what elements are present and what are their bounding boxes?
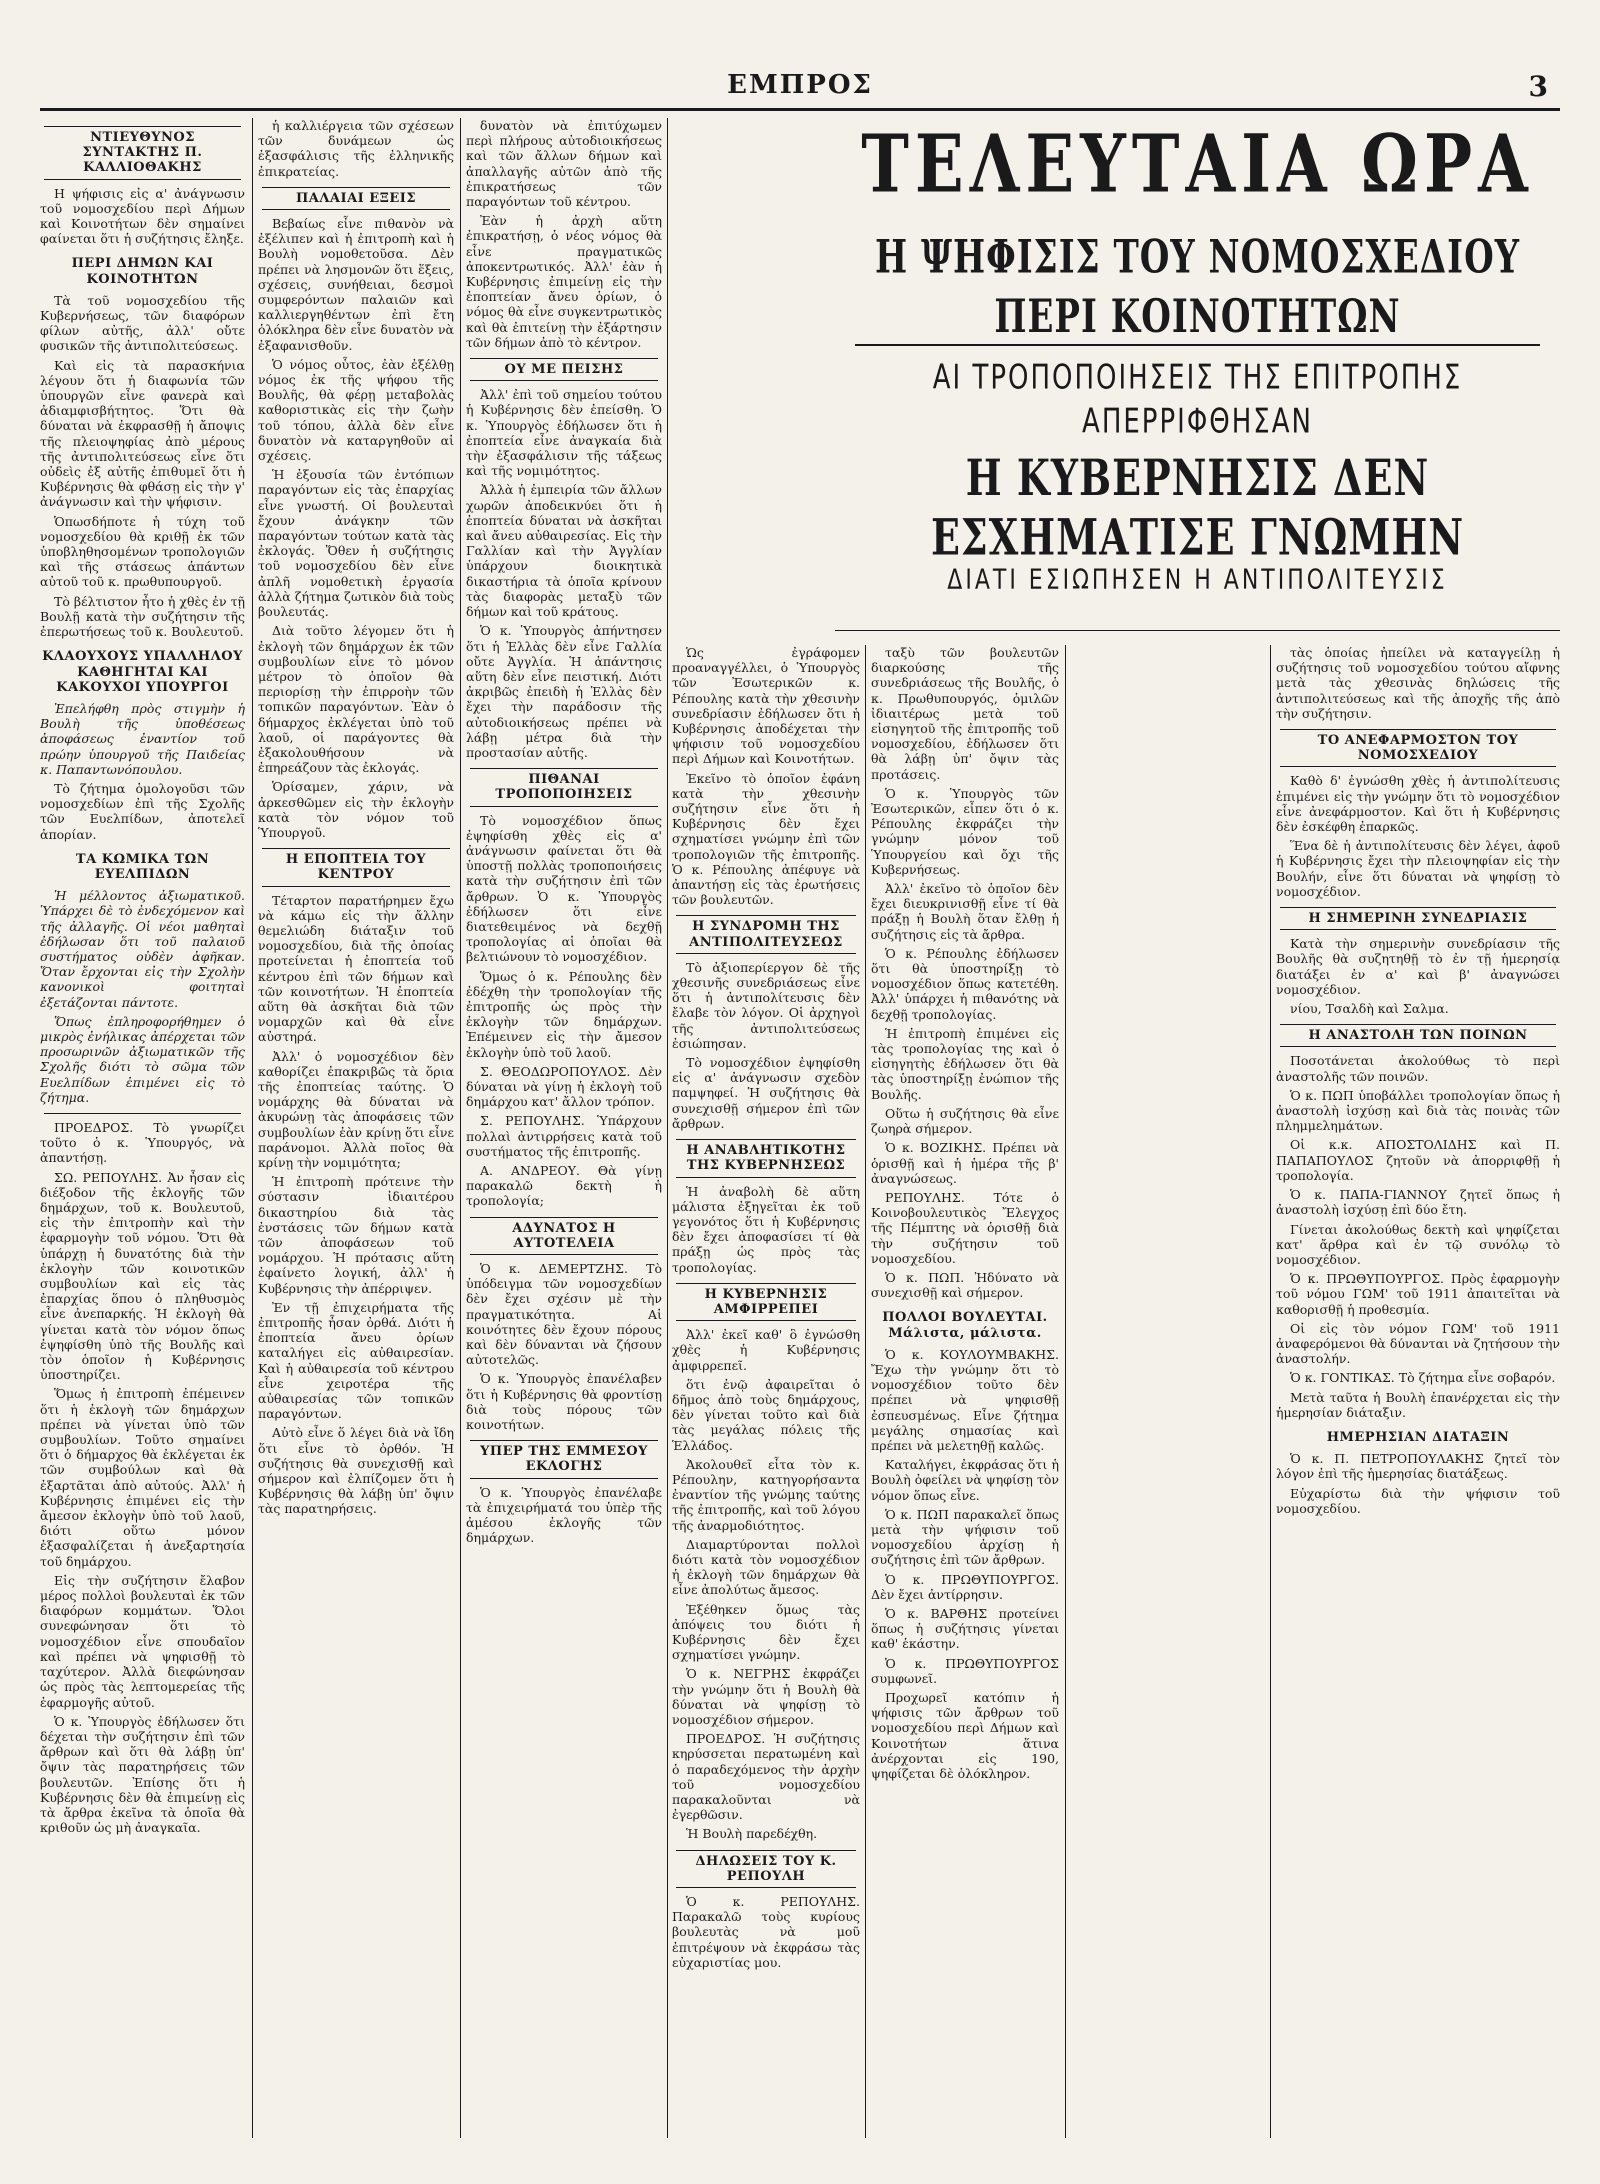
article-paragraph: νίου, Τσαλδὴ καὶ Σαλμα.: [1290, 1001, 1449, 1017]
article-paragraph: Ὁ κ. ΠΩΠ παρακαλεῖ ὅπως μετὰ τὴν ψήφισιν τοῦ νομοσχεδίου ἀρχίσῃ ἡ συζήτησις ἐπὶ τῶν ἄρθρων.: [871, 1506, 1059, 1568]
column-rule: [252, 118, 253, 2138]
article-paragraph: Ὁ κ. Ὑπουργὸς ἀπήντησεν ὅτι ἡ Ἑλλὰς δὲν εἶνε Γαλλία οὔτε Ἀγγλία. Ἡ ἀπάντησις αὕτη δὲν εἶνε πειστική. Διότι ἀκριβῶς ἐπειδὴ ἡ Ἑλλὰς δὲν ἔχει τὴν παράδοσιν τῆς αὐτοδιοικήσεως πρέπει νὰ λάβῃ μέτρα διὰ τὴν προστασίαν αὐτῆς.: [466, 623, 662, 760]
article-paragraph: Τὸ ζήτημα ὁμολογοῦσι τῶν νομοσχεδίων ἐπὶ τῆς Σχολῆς τῶν Ευελπίδων, ἀποτελεῖ ἀπορίαν.: [40, 780, 245, 842]
article-paragraph: τὰς ὁποίας ἠπείλει νὰ καταγγείλῃ ἡ συζήτησις τοῦ νομοσχεδίου τούτου αἴφνης μετὰ τὰς χθεσινὰς δηλώσεις τῆς ἀντιπολιτεύσεως καὶ τῆς ἀποχῆς τῆς ἀπὸ τὴν συζήτησιν.: [1276, 645, 1560, 721]
headline-main: Η ΨΗΦΙΣΙΣ ΤΟΥ ΝΟΜΟΣΧΕΔΙΟΥ ΠΕΡΙ ΚΟΙΝΟΤΗΤΩΝ: [875, 230, 1520, 345]
column-4: [672, 645, 860, 2138]
section-heading: Η ΣΗΜΕΡΙΝΗ ΣΥΝΕΔΡΙΑΣΙΣ: [1280, 907, 1556, 930]
section-heading: ΟΥ ΜΕ ΠΕΙΣΗΣ: [470, 358, 658, 381]
article-paragraph: Τὰ τοῦ νομοσχεδίου τῆς Κυβερνήσεως, τῶν διαφόρων φίλων αὐτῆς, ἀλλ' οὔτε φυσικῶν τῆς ἀντιπολιτεύσεως.: [40, 292, 245, 354]
article-paragraph: Ὡς ἐγράφομεν προαναγγέλλει, ὁ Ὑπουργὸς τῶν Ἐσωτερικῶν κ. Ρέπουλης κατὰ τὴν χθεσινὴν συνεδρίασιν ἐδήλωσεν ὅτι ἡ Κυβέρνησις ἀποδέχεται τὴν ψήφισιν τοῦ νομοσχεδίου περὶ Δήμων καὶ Κοινοτήτων.: [672, 645, 860, 767]
article-paragraph: Καθὸ δ' ἐγνώσθη χθὲς ἡ ἀντιπολίτευσις ἐπιμένει εἰς τὴν γνώμην ὅτι τὸ νομοσχέδιον εἶνε ἀνεφάρμοστον. Καὶ ὅτι ἡ Κυβέρνησις δὲν ἐσκέφθη ἐπαρκῶς.: [1276, 773, 1560, 835]
article-paragraph: Ὁ κ. ΔΕΜΕΡΤΖΗΣ. Τὸ ὑπόδειγμα τῶν νομοσχεδίων δὲν ἔχει σχέσιν μὲ τὴν πραγματικότητα. Αἱ κοινότητες δὲν ἔχουν πόρους καὶ δὲν δύνανται νὰ ζήσουν αὐτοτελῶς.: [466, 1261, 662, 1368]
article-paragraph: Καὶ εἰς τὰ παρασκήνια λέγουν ὅτι ἡ διαφωνία τῶν ὑπουργῶν εἶνε φανερὰ καὶ ἀδιαμφισβήτητος. Ὅτι θὰ δύναται νὰ ἐκφρασθῇ ἡ ἄποψις τῆς πλειοψηφίας ἀπὸ μέρους τῆς ἀντιπολιτεύσεως εἶνε ὅτι οὐδεὶς ἐξ αὐτῆς ἐπιθυμεῖ ὅτι ἡ Κυβέρνησις θὰ φθάσῃ εἰς τὴν γ' ἀνάγνωσιν καὶ τὴν ψήφισιν.: [40, 357, 245, 510]
article-paragraph: Σ. ΘΕΟΔΩΡΟΠΟΥΛΟΣ. Δὲν δύναται νὰ γίνῃ ἡ ἐκλογὴ τοῦ δημάρχου κατ' ἄλλον τρόπον.: [466, 1063, 662, 1110]
article-paragraph: Ὁ κ. ΒΟΖΙΚΗΣ. Πρέπει νὰ ὁρισθῇ καὶ ἡ ἡμέρα τῆς β' ἀναγνώσεως.: [871, 1140, 1059, 1186]
section-heading: ΤΟ ΑΝΕΦΑΡΜΟΣΤΟΝ ΤΟΥ ΝΟΜΟΣΧΕΔΙΟΥ: [1280, 729, 1556, 767]
article-paragraph: Ἡ ἐξουσία τῶν ἐντόπιων παραγόντων εἰς τὰς ἐπαρχίας εἶνε γνωστή. Οἱ βουλευταὶ ἔχουν ἀνάγκην τῶν παραγόντων τούτων κατὰ τὰς ἐκλογάς. Ὅθεν ἡ συζήτησις τοῦ νομοσχεδίου δὲν εἶνε ἀπλῆ νομοθετικὴ ἐργασία ἀλλὰ ζήτημα ζωτικὸν διὰ τοὺς βουλευτάς.: [258, 467, 454, 620]
article-paragraph: Ἡ Βουλὴ παρεδέχθη.: [686, 1826, 818, 1842]
article-paragraph: δυνατὸν νὰ ἐπιτύχωμεν περὶ πλήρους αὐτοδιοικήσεως καὶ τῶν ἄλλων δήμων καὶ ἀπαλλαγῆς αὐτῶν ἀπὸ τῆς ἐπικρατήσεως τῶν παραγόντων τοῦ κέντρου.: [466, 118, 662, 210]
article-paragraph: Ὁ κ. ΠΩΠ. Ἠδύνατο νὰ συνεχισθῇ καὶ σήμερον.: [871, 1269, 1059, 1301]
paper-name: ΕΜΠΡΟΣ: [727, 70, 873, 100]
article-paragraph: Τέταρτον παρατήρημεν ἔχω νὰ κάμω εἰς τὴν ἄλλην θεμελιώδη διάταξιν τοῦ νομοσχεδίου, διὰ τῆς ὁποίας προτείνεται ἡ ἐποπτεία τοῦ κέντρου ἐπὶ τῶν δήμων καὶ τῶν κοινοτήτων. Ἡ ἐποπτεία αὕτη θὰ ἀσκῆται διὰ τῶν νομαρχῶν καὶ θὰ εἶνε αὐστηρά.: [258, 892, 454, 1045]
article-paragraph: Ὁ νόμος οὗτος, ἐὰν ἐξέλθῃ νόμος ἐκ τῆς ψήφου τῆς Βουλῆς, θὰ φέρῃ μεταβολὰς καθοριστικὰς εἰς τὴν ζωὴν τοῦ τόπου, ἀλλὰ δὲν εἶνε δυνατὸν νὰ καταργηθοῦν αἱ σχέσεις.: [258, 356, 454, 464]
article-paragraph: Αὐτὸ εἶνε ὅ λέγει διὰ νὰ ἴδη ὅτι εἶνε τὸ ὀρθόν. Ἡ συζήτησις θὰ συνεχισθῇ καὶ σήμερον καὶ ἐλπίζομεν ὅτι ἡ Κυβέρνησις θὰ λάβῃ ὑπ' ὄψιν τὰς παρατηρήσεις.: [258, 1425, 454, 1517]
article-paragraph: Η ψήφισις εἰς α' ἀνάγνωσιν τοῦ νομοσχεδίου περὶ Δήμων καὶ Κοινοτήτων δὲν σημαίνει φαίνεται ὅτι ἡ συζήτησις ἔληξε.: [40, 185, 245, 247]
section-divider: [44, 1113, 241, 1114]
article-paragraph: Προχωρεῖ κατόπιν ἡ ψήφισις τῶν ἄρθρων τοῦ νομοσχεδίου περὶ Δήμων καὶ Κοινοτήτων ἅτινα ἀνέρχονται εἰς 190, ψηφίζεται δὲ ὁλόκληρον.: [871, 1690, 1059, 1782]
headline-sub-2: Η ΚΥΒΕΡΝΗΣΙΣ ΔΕΝ ΕΣΧΗΜΑΤΙΣΕ ΓΝΩΜΗΝ: [930, 448, 1465, 567]
article-paragraph: Ὁ κ. ΓΟΝΤΙΚΑΣ. Τὸ ζήτημα εἶνε σοβαρόν.: [1290, 1370, 1556, 1386]
article-paragraph: ΣΩ. ΡΕΠΟΥΛΗΣ. Ἀν ἦσαν εἰς διέξοδον τῆς ἐκλογῆς τῶν δημάρχων, τοῦ κ. Βουλευτοῦ, εἰς τὴν ἐπιτροπὴν καὶ τὴν ἐφαρμογὴν τοῦ νόμου. Ὅτι θὰ ὑπάρχῃ ἡ δυνατότης διὰ τὴν ἐκλογὴν τῶν κοινοτικῶν συμβουλίων καὶ εἰς τὰς ἐπαρχίας ὅπου ὁ πληθυσμὸς εἶνε ἀνεπαρκής. Ἡ ἐκλογὴ θὰ γίνεται κατὰ τὸν νόμον ὅπως ἐψηφίσθη ὑπὸ τῆς Βουλῆς καὶ τὸν ὁποῖον ἡ Κυβέρνησις ὑποστηρίζει.: [40, 1169, 245, 1383]
article-paragraph: Τὸ βέλτιστον ἦτο ἡ χθὲς ἐν τῇ Βουλῇ κατὰ τὴν συζήτησιν τῆς ἐπερωτήσεως τοῦ κ. Βουλευτοῦ.: [40, 593, 245, 640]
article-paragraph: Ὁ κ. Ρέπουλης ἐδήλωσεν ὅτι θὰ ὑποστηρίξῃ τὸ νομοσχέδιον ὅπως κατετέθη. Ἀλλ' ὑπάρχει ἡ πιθανότης νὰ δεχθῇ τροπολογίας.: [871, 945, 1059, 1022]
headline-kicker: ΤΕΛΕΥΤΑΙΑ ΩΡΑ: [861, 117, 1534, 212]
article-paragraph: Ὁ κ. ΠΑΠΑ-ΓΙΑΝΝΟΥ ζητεῖ ὅπως ἡ ἀναστολὴ ἰσχύσῃ ἐπὶ δύο ἔτη.: [1276, 1187, 1560, 1218]
article-paragraph: Ὁ κ. ΡΕΠΟΥΛΗΣ. Παρακαλῶ τοὺς κυρίους βουλευτὰς νὰ μοῦ ἐπιτρέψουν νὰ ἐκφράσω τὰς εὐχαριστίας μου.: [672, 1894, 860, 1970]
section-heading: ΠΙΘΑΝΑΙ ΤΡΟΠΟΠΟΙΗΣΕΙΣ: [470, 768, 658, 806]
article-paragraph: Ὁ κ. Π. ΠΕΤΡΟΠΟΥΛΑΚΗΣ ζητεῖ τὸν λόγον ἐπὶ τῆς ἡμερησίας διατάξεως.: [1276, 1451, 1560, 1482]
column-6: [1276, 645, 1560, 2138]
section-heading: ΔΗΛΩΣΕΙΣ ΤΟΥ Κ. ΡΕΠΟΥΛΗ: [676, 1850, 856, 1888]
article-paragraph: Οἱ κ.κ. ΑΠΟΣΤΟΛΙΔΗΣ καὶ Π. ΠΑΠΑΠΟΥΛΟΣ ζητοῦν νὰ ἀπορριφθῇ ἡ τροπολογία.: [1276, 1137, 1560, 1183]
article-paragraph: Εἰς τὴν συζήτησιν ἔλαβον μέρος πολλοὶ βουλευταὶ ἐκ τῶν διαφόρων κομμάτων. Ὅλοι συνεφώνησαν ὅτι τὸ νομοσχέδιον εἶνε σπουδαῖον καὶ πρέπει νὰ ψηφισθῇ τὸ ταχύτερον. Ἀλλὰ διεφώνησαν ὡς πρὸς τὰς λεπτομερείας τῆς ἐφαρμογῆς αὐτοῦ.: [40, 1572, 245, 1710]
article-paragraph: Ὁρίσαμεν, χάριν, νὰ ἀρκεσθῶμεν εἰς τὴν ἐκλογὴν κατὰ τὸν νόμον τοῦ Ὑπουργοῦ.: [258, 779, 454, 840]
article-paragraph: Ὁ κ. ΒΑΡΘΗΣ προτείνει ὅπως ἡ συζήτησις γίνεται καθ' ἑκάστην.: [871, 1605, 1059, 1652]
article-paragraph: Ἀλλ' ὁ νομοσχέδιον δὲν καθορίζει ἐπακριβῶς τὰ ὅρια τῆς ἐποπτείας ταύτης. Ὁ νομάρχης θὰ δύναται νὰ ἀκυρώνῃ τὰς ἀποφάσεις τῶν συμβουλίων ἐὰν κρίνῃ ὅτι εἶνε παράνομοι. Ἀλλὰ ποῖος θὰ κρίνῃ τὴν νομιμότητα;: [258, 1048, 454, 1170]
article-paragraph: Ἀλλὰ ἡ ἐμπειρία τῶν ἄλλων χωρῶν ἀποδεικνύει ὅτι ἡ ἐποπτεία δύναται νὰ ἀσκῆται καὶ ἄνευ αὐθαιρεσίας. Εἰς τὴν Γαλλίαν καὶ τὴν Ἀγγλίαν ὑπάρχουν διοικητικὰ δικαστήρια τὰ ὁποῖα κρίνουν τὰς διαφορὰς μεταξὺ τῶν δήμων καὶ τοῦ κράτους.: [466, 482, 662, 620]
masthead-rule: [40, 108, 1560, 111]
section-heading: ΤΑ ΚΩΜΙΚΑ ΤΩΝ ΕΥΕΛΠΙΔΩΝ: [75, 851, 210, 882]
article-paragraph: Ὁ κ. ΠΡΩΘΥΠΟΥΡΓΟΣ. Πρὸς ἐφαρμογὴν τοῦ νόμου ΓΩΜ' τοῦ 1911 ἀπαιτεῖται νὰ καθορισθῇ ἡ προθεσμία.: [1276, 1271, 1560, 1317]
article-paragraph: Ἡ ἐπιτροπὴ πρότεινε τὴν σύστασιν ἰδιαιτέρου δικαστηρίου διὰ τὰς ἐνστάσεις τῶν δήμων κατὰ τῶν ἀποφάσεων τοῦ νομάρχου. Ἡ πρότασις αὕτη ἐφαίνετο λογική, ἀλλ' ἡ Κυβέρνησις τὴν ἀπέρριψεν.: [258, 1174, 454, 1296]
article-paragraph: Ἀλλ' ἐκεῖ καθ' ὃ ἐγνώσθη χθὲς ἡ Κυβέρνησις ἀμφιρρεπεῖ.: [672, 1327, 860, 1373]
article-paragraph: Ἀκολουθεῖ εἶτα τὸν κ. Ρέπουλην, κατηγορήσαντα ἐναντίον τῆς γνώμης ταύτης τῆς ἐπιτροπῆς, καὶ τοῦ λόγου τῆς ἀναρμοδιότητος.: [672, 1456, 860, 1533]
article-paragraph: Εὐχαρίστω διὰ τὴν ψήφισιν τοῦ νομοσχεδίου.: [1276, 1485, 1560, 1516]
column-rule: [667, 118, 668, 2138]
article-paragraph: Κατὰ τὴν σημερινὴν συνεδρίασιν τῆς Βουλῆς θὰ συζητηθῇ τὸ ἐν τῇ ἡμερησίᾳ διατάξει ἐν α' καὶ β' ἀναγνώσει νομοσχέδιον.: [1276, 936, 1560, 997]
section-heading: ΥΠΕΡ ΤΗΣ ΕΜΜΕΣΟΥ ΕΚΛΟΓΗΣ: [470, 1440, 658, 1478]
section-heading: ΠΟΛΛΟΙ ΒΟΥΛΕΥΤΑΙ. Μάλιστα, μάλιστα.: [882, 1310, 1048, 1341]
section-heading: Η ΚΥΒΕΡΝΗΣΙΣ ΑΜΦΙΡΡΕΠΕΙ: [676, 1283, 856, 1321]
page-number: 3: [1528, 70, 1548, 103]
section-heading: ΗΜΕΡΗΣΙΑΝ ΔΙΑΤΑΞΙΝ: [1326, 1429, 1510, 1445]
article-paragraph: Καταλήγει, ἐκφράσας ὅτι ἡ Βουλὴ ὀφείλει νὰ ψηφίσῃ τὸν νόμον ὅπως εἶνε.: [871, 1457, 1059, 1503]
article-paragraph: Ὁ κ. Ὑπουργὸς ἐδήλωσεν ὅτι δέχεται τὴν συζήτησιν ἐπὶ τῶν ἄρθρων καὶ ὅτι θὰ λάβῃ ὑπ' ὄψιν τὰς παρατηρήσεις τῶν βουλευτῶν. Ἐπίσης ὅτι ἡ Κυβέρνησις δὲν θὰ ἐπιμείνῃ εἰς τὰ ἄρθρα ἐκεῖνα τὰ ὁποῖα θὰ κριθοῦν ὡς μὴ ἀναγκαῖα.: [40, 1713, 245, 1836]
section-heading: Η ΑΝΑΒΛΗΤΙΚΟΤΗΣ ΤΗΣ ΚΥΒΕΡΝΗΣΕΩΣ: [676, 1139, 856, 1177]
article-paragraph: Ἀλλ' ἐκεῖνο τὸ ὁποῖον δὲν ἔχει διευκρινισθῇ εἶνε τί θὰ πράξῃ ἡ Βουλὴ ὅταν ἔλθῃ ἡ συζήτησις εἰς τὰ ἄρθρα.: [871, 881, 1059, 942]
article-paragraph: Ἐν τῇ ἐπιχειρήματα τῆς ἐπιτροπῆς ἦσαν ὀρθά. Διότι ἡ ἐποπτεία ἄνευ ὁρίων καταλήγει εἰς αὐθαιρεσίαν. Καὶ ἡ αὐθαιρεσία τοῦ κέντρου εἶνε χειροτέρα τῆς αὐθαιρεσίας τῶν τοπικῶν παραγόντων.: [258, 1299, 454, 1422]
section-heading: ΠΑΛΑΙΑΙ ΕΞΕΙΣ: [262, 187, 450, 210]
article-paragraph: Ἐὰν ἡ ἀρχὴ αὕτη ἐπικρατήσῃ, ὁ νέος νόμος θὰ εἶνε πραγματικῶς ἀποκεντρωτικός. Ἀλλ' ἐὰν ἡ Κυβέρνησις ἐπιμείνῃ εἰς τὴν ἐποπτείαν ἄνευ ὁρίων, ὁ νόμος θὰ εἶνε συγκεντρωτικὸς καὶ θὰ ἐπιτείνῃ τὴν ἐξάρτησιν τῶν δήμων ἀπὸ τὸ κέντρον.: [466, 213, 662, 350]
article-paragraph: Ἐκεῖνο τὸ ὁποῖον ἐφάνη κατὰ τὴν χθεσινὴν συζήτησιν εἶνε ὅτι ἡ Κυβέρνησις δὲν ἔχει σχηματίσει γνώμην ἐπὶ τῶν τροπολογιῶν τῆς ἐπιτροπῆς. Ὁ κ. Ρέπουλης ἀπέφυγε νὰ ἀπαντήσῃ εἰς τὰς ἐρωτήσεις τῶν βουλευτῶν.: [672, 770, 860, 908]
article-paragraph: Ὁ κ. Ὑπουργὸς ἐπανέλαβεν ὅτι ἡ Κυβέρνησις θὰ φροντίσῃ διὰ τοὺς πόρους τῶν κοινοτήτων.: [466, 1371, 662, 1433]
article-paragraph: ἡ καλλιέργεια τῶν σχέσεων τῶν δυνάμεων ὡς ἐξασφάλισις τῆς ἐλληνικῆς ἐπικρατείας.: [258, 118, 454, 179]
article-paragraph: Ἐπελήφθη πρὸς στιγμὴν ἡ Βουλὴ τῆς ὑποθέσεως ἀποφάσεως ἐναντίον τοῦ πρώην ὑπουργοῦ τῆς Παιδείας κ. Παπαντωνόπουλου.: [40, 700, 245, 777]
headline-sub-3: ΔΙΑΤΙ ΕΣΙΩΠΗΣΕΝ Η ΑΝΤΙΠΟΛΙΤΕΥΣΙΣ: [947, 564, 1448, 596]
column-3: [466, 118, 662, 2138]
article-paragraph: Ἡ ἐπιτροπὴ ἐπιμένει εἰς τὰς τροπολογίας της καὶ ὁ εἰσηγητὴς ἐδήλωσεν ὅτι θὰ τὰς ὑποστηρίξῃ ἐνώπιον τῆς Βουλῆς.: [871, 1025, 1059, 1102]
column-rule: [1065, 645, 1066, 2138]
headline-banner: [835, 117, 1560, 640]
article-paragraph: Ὁ κ. ΠΡΩΘΥΠΟΥΡΓΟΣ συμφωνεῖ.: [871, 1655, 1059, 1686]
section-heading: Η ΕΠΟΠΤΕΙΑ ΤΟΥ ΚΕΝΤΡΟΥ: [262, 848, 450, 886]
column-rule: [1270, 645, 1271, 2138]
article-paragraph: Ποσοτάνεται ἀκολούθως τὸ περὶ ἀναστολῆς τῶν ποινῶν.: [1276, 1053, 1560, 1084]
headline-sub-1: ΑΙ ΤΡΟΠΟΠΟΙΗΣΕΙΣ ΤΗΣ ΕΠΙΤΡΟΠΗΣ ΑΠΕΡΡΙΦΘΗΣΑΝ: [932, 358, 1463, 442]
article-paragraph: Ἡ μέλλοντος ἀξιωματικοῦ. Ὑπάρχει δὲ τὸ ἐνδεχόμενον καὶ τῆς ἀλλαγῆς. Οἱ νέοι μαθηταὶ ἐδήλωσαν ὅτι τοῦ παλαιοῦ συστήματος οὐδὲν ἀφῆκαν. Ὅταν ἔρχονται εἰς τὴν Σχολὴν κανονικοὶ φοιτηταὶ ἐξετάζονται πάντοτε.: [40, 888, 245, 1010]
article-paragraph: Ἡ ἀναβολὴ δὲ αὕτη μάλιστα ἐξηγεῖται ἐκ τοῦ γεγονότος ὅτι ἡ Κυβέρνησις δὲν ἔχει ἀποφασίσει τί θὰ πράξῃ ὡς πρὸς τὰς τροπολογίας.: [672, 1183, 860, 1275]
article-paragraph: Ἕνα δὲ ἡ ἀντιπολίτευσις δὲν λέγει, ἀφοῦ ἡ Κυβέρνησις ἔχει τὴν πλειοψηφίαν εἰς τὴν Βουλήν, εἶνε ὅτι δύναται νὰ ψηφίσῃ τὸ νομοσχέδιον.: [1276, 838, 1560, 899]
editor-byline: ΝΤΙΕΥΘΥΝΟΣ ΣΥΝΤΑΚΤΗΣ Π. ΚΑΛΛΙΟΘΑΚΗΣ: [44, 126, 241, 180]
article-paragraph: ΠΡΟΕΔΡΟΣ. Τὸ γνωρίζει τοῦτο ὁ κ. Ὑπουργός, νὰ ἀπαντήσῃ.: [40, 1119, 245, 1166]
article-paragraph: Ὅπως ἐπληροφορήθημεν ὁ μικρὸς ἐνήλικας ἀπέρχεται τῶν προσωρινῶν ἀξιωματικῶν τῆς Σχολῆς διότι τὸ σῶμα τῶν Ευελπίδων ἐπιμένει εἰς τὸ ζήτημα.: [40, 1013, 245, 1105]
article-paragraph: Μετὰ ταῦτα ἡ Βουλὴ ἐπανέρχεται εἰς τὴν ἡμερησίαν διάταξιν.: [1276, 1389, 1560, 1420]
article-paragraph: ΠΡΟΕΔΡΟΣ. Ἡ συζήτησις κηρύσσεται περατωμένη καὶ ὁ παραδεχόμενος τὴν ἀρχὴν τοῦ νομοσχεδίου παρακαλοῦνται νὰ ἐγερθῶσιν.: [672, 1731, 860, 1823]
article-paragraph: Οἱ εἰς τὸν νόμον ΓΩΜ' τοῦ 1911 ἀναφερόμενοι θὰ δύνανται νὰ ζητήσουν τὴν ἀναστολήν.: [1276, 1320, 1560, 1367]
article-paragraph: Σ. ΡΕΠΟΥΛΗΣ. Ὑπάρχουν πολλαὶ ἀντιρρήσεις κατὰ τοῦ συστήματος τῆς ἐπιτροπῆς.: [466, 1113, 662, 1159]
column-1: [40, 118, 245, 2138]
column-rule: [865, 645, 866, 2138]
article-paragraph: Ὁ κ. ΠΡΩΘΥΠΟΥΡΓΟΣ. Δὲν ἔχει ἀντίρρησιν.: [871, 1571, 1059, 1602]
article-paragraph: Ὁ κ. ΚΟΥΛΟΥΜΒΑΚΗΣ. Ἔχω τὴν γνώμην ὅτι τὸ νομοσχέδιον τοῦτο δὲν πρέπει νὰ ψηφισθῇ ἐσπευσμένως. Εἶνε ζήτημα μεγάλης σημασίας καὶ πρέπει νὰ μελετηθῇ καλῶς.: [871, 1346, 1059, 1453]
banner-rule: [835, 630, 1560, 631]
article-paragraph: Ὁ κ. Ὑπουργὸς ἐπανέλαβε τὰ ἐπιχειρήματά του ὑπὲρ τῆς ἀμέσου ἐκλογῆς τῶν δημάρχων.: [466, 1484, 662, 1546]
masthead: [40, 0, 1560, 110]
article-paragraph: Τὸ νομοσχέδιον ἐψηφίσθη εἰς α' ἀνάγνωσιν σχεδὸν παμψηφεί. Ἡ συζήτησις θὰ συνεχισθῇ σήμερον ἐπὶ τῶν ἄρθρων.: [672, 1055, 860, 1131]
article-paragraph: Ὁπωσδήποτε ἡ τύχη τοῦ νομοσχεδίου θὰ κριθῇ ἐκ τῶν ὑποβληθησομένων τροπολογιῶν καὶ τῆς στάσεως ἁπάντων αὐτοῦ τοῦ κ. πρωθυπουργοῦ.: [40, 513, 245, 590]
article-paragraph: Ἐξέθηκεν ὅμως τὰς ἀπόψεις του διότι ἡ Κυβέρνησις δὲν ἔχει σχηματίσει γνώμην.: [672, 1601, 860, 1663]
article-paragraph: Διαμαρτύρονται πολλοὶ διότι κατὰ τὸν νομοσχέδιον ἡ ἐκλογὴ τῶν δημάρχων θὰ εἶνε ἀπολύτως ἄμεσος.: [672, 1536, 860, 1598]
article-paragraph: Ὁ κ. Ὑπουργὸς τῶν Ἐσωτερικῶν, εἶπεν ὅτι ὁ κ. Ρέπουλης ἐκφράζει τὴν γνώμην μόνον τοῦ Ὑπουργείου καὶ ὄχι τῆς Κυβερνήσεως.: [871, 785, 1059, 877]
article-paragraph: ταξὺ τῶν βουλευτῶν διαρκούσης τῆς συνεδριάσεως τῆς Βουλῆς, ὁ κ. Πρωθυπουργός, ὁμιλῶν ἰδιαιτέρως μετὰ τοῦ εἰσηγητοῦ τῆς ἐπιτροπῆς τοῦ νομοσχεδίου, ἐδήλωσεν ὅτι θὰ λάβῃ ὑπ' ὄψιν τὰς προτάσεις.: [871, 645, 1059, 782]
article-paragraph: Α. ΑΝΔΡΕΟΥ. Θὰ γίνῃ παρακαλῶ δεκτὴ ἡ τροπολογία;: [466, 1163, 662, 1209]
article-paragraph: Τὸ νομοσχέδιον ὅπως ἐψηφίσθη χθὲς εἰς α' ἀνάγνωσιν φαίνεται ὅτι θὰ ὑποστῇ πολλὰς τροποποιήσεις κατὰ τὴν συζήτησιν ἐπὶ τῶν ἄρθρων. Ὁ κ. Ὑπουργὸς ἐδήλωσεν ὅτι εἶνε διατεθειμένος νὰ δεχθῇ τροπολογίας αἱ ὁποῖαι θὰ βελτιώνουν τὸ νομοσχέδιον.: [466, 812, 662, 965]
article-paragraph: Ὅμως ὁ κ. Ρέπουλης δὲν ἐδέχθη τὴν τροπολογίαν τῆς ἐπιτροπῆς ὡς πρὸς τὴν ἐκλογὴν τῶν δημάρχων. Ἐπέμεινεν εἰς τὴν ἄμεσον ἐκλογὴν ὑπὸ τοῦ λαοῦ.: [466, 968, 662, 1060]
article-paragraph: Τὸ ἀξιοπερίεργον δὲ τῆς χθεσινῆς συνεδριάσεως εἶνε ὅτι ἡ ἀντιπολίτευσις δὲν ἔλαβε τὸν λόγον. Οἱ ἀρχηγοὶ τῆς ἀντιπολιτεύσεως ἐσιώπησαν.: [672, 959, 860, 1051]
section-heading: ΑΔΥΝΑΤΟΣ Η ΑΥΤΟΤΕΛΕΙΑ: [470, 1217, 658, 1255]
article-paragraph: Ὁ κ. ΝΕΓΡΗΣ ἐκφράζει τὴν γνώμην ὅτι ἡ Βουλὴ θὰ δύναται νὰ ψηφίσῃ τὸ νομοσχέδιον σήμερον.: [672, 1666, 860, 1727]
section-heading: ΚΛΑΟΥΧΟΥΣ ΥΠΑΛΛΗΛΟΥ ΚΑΘΗΓΗΤΑΙ ΚΑΙ ΚΑΚΟΥΧΟΙ ΥΠΟΥΡΓΟΙ: [42, 649, 243, 695]
article-paragraph: Γίνεται ἀκολούθως δεκτὴ καὶ ψηφίζεται κατ' ἄρθρα καὶ ἐν τῷ συνόλῳ τὸ νομοσχέδιον.: [1276, 1221, 1560, 1267]
article-paragraph: Ὅμως ἡ ἐπιτροπὴ ἐπέμεινεν ὅτι ἡ ἐκλογὴ τῶν δημάρχων πρέπει νὰ γίνεται ὑπὸ τῶν συμβουλίων. Τοῦτο σημαίνει ὅτι ὁ δήμαρχος θὰ ἐκλέγεται ἐκ τῶν συμβούλων καὶ θὰ ἐξαρτᾶται ἀπὸ αὐτούς. Ἀλλ' ἡ Κυβέρνησις ἐπιμένει εἰς τὴν ἄμεσον ἐκλογὴν ὑπὸ τοῦ λαοῦ, διότι οὕτω μόνον ἐξασφαλίζεται ἡ ἀνεξαρτησία τοῦ δημάρχου.: [40, 1386, 245, 1569]
article-paragraph: ὅτι ἐνῷ ἀφαιρεῖται ὁ δῆμος ἀπὸ τοὺς δημάρχους, δὲν γίνεται τοῦτο καὶ διὰ τὰς μεγάλας πόλεις τῆς Ἑλλάδος.: [672, 1376, 860, 1453]
section-heading: ΠΕΡΙ ΔΗΜΩΝ ΚΑΙ ΚΟΙΝΟΤΗΤΩΝ: [71, 256, 214, 287]
section-heading: Η ΑΝΑΣΤΟΛΗ ΤΩΝ ΠΟΙΝΩΝ: [1280, 1024, 1556, 1047]
article-paragraph: Διὰ τοῦτο λέγομεν ὅτι ἡ ἐκλογὴ τῶν δημάρχων ἐκ τῶν συμβουλίων εἶνε τὸ μόνον μέτρον τὸ ὁποῖον θὰ περιορίσῃ τὴν ἐπιρροὴν τῶν τοπικῶν παραγόντων. Ἐὰν ὁ δήμαρχος ἐκλέγεται ὑπὸ τοῦ λαοῦ, οἱ παράγοντες θὰ ἐξακολουθήσουν νὰ ἐπηρεάζουν τὰς ἐκλογάς.: [258, 623, 454, 776]
column-2: [258, 118, 454, 2138]
section-heading: Η ΣΥΝΔΡΟΜΗ ΤΗΣ ΑΝΤΙΠΟΛΙΤΕΥΣΕΩΣ: [676, 915, 856, 953]
article-paragraph: Ὁ κ. ΠΩΠ ὑποβάλλει τροπολογίαν ὅπως ἡ ἀναστολὴ ἰσχύσῃ καὶ διὰ τὰς ποινὰς τῶν πλημμελημάτων.: [1276, 1087, 1560, 1134]
column-rule: [460, 118, 461, 2138]
article-paragraph: Οὕτω ἡ συζήτησις θὰ εἶνε ζωηρὰ σήμερον.: [871, 1105, 1059, 1137]
article-paragraph: ΡΕΠΟΥΛΗΣ. Τότε ὁ Κοινοβουλευτικὸς Ἔλεγχος τῆς Πέμπτης νὰ ὁρισθῇ διὰ τὴν συζήτησιν τοῦ νομοσχεδίου.: [871, 1189, 1059, 1266]
article-paragraph: Ἀλλ' ἐπὶ τοῦ σημείου τούτου ἡ Κυβέρνησις δὲν ἐπείσθη. Ὁ κ. Ὑπουργὸς ἐδήλωσεν ὅτι ἡ ἐποπτεία εἶνε ἀναγκαία διὰ τὴν ἐξασφάλισιν τῆς τάξεως καὶ τῆς νομιμότητος.: [466, 387, 662, 479]
column-5: [871, 645, 1059, 2138]
article-paragraph: Βεβαίως εἶνε πιθανὸν νὰ ἐξέλιπεν καὶ ἡ ἐπιτροπὴ καὶ ἡ Βουλὴ νομοθετοῦσα. Δὲν πρέπει νὰ λησμονῶν ὅτι ἕξεις, σχέσεις, συνήθειαι, δεσμοὶ συμφερόντων παλαιῶν καὶ καλλιεργηθέντων ἐπὶ ἔτη ὁλόκληρα δὲν εἶνε δυνατὸν νὰ ἐξαφανισθοῦν.: [258, 216, 454, 353]
